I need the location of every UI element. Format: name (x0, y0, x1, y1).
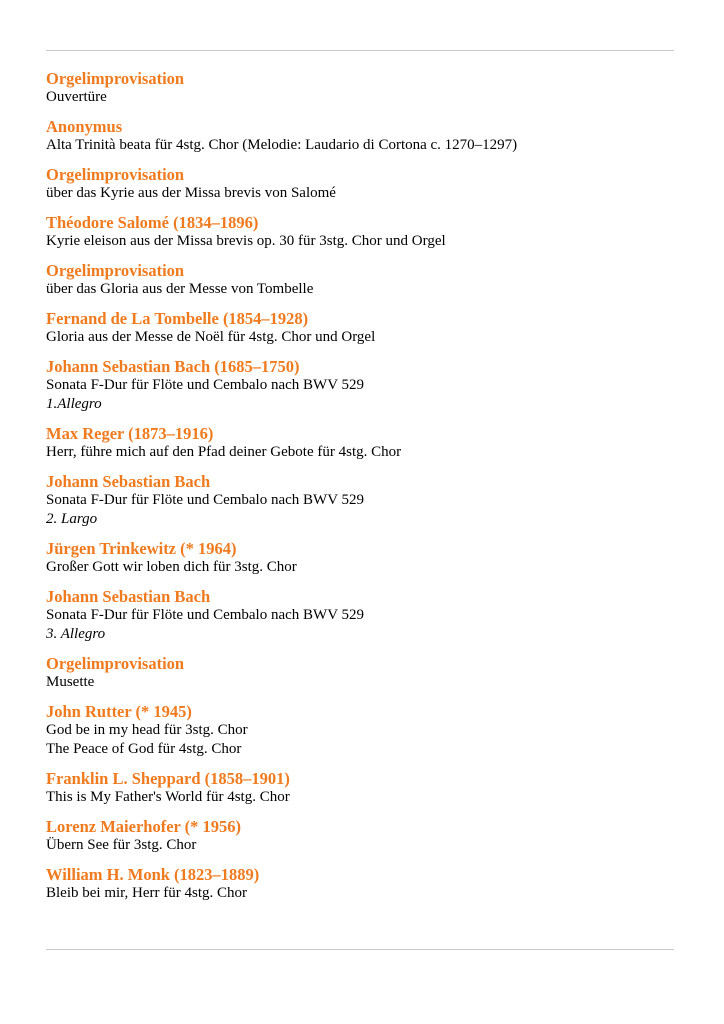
composer-name: Anonymus (46, 117, 123, 136)
work-title: God be in my head für 3stg. Chor (46, 722, 248, 738)
program-entry (46, 817, 686, 855)
program-entry (46, 117, 686, 155)
composer-name: Johann Sebastian Bach (46, 472, 211, 491)
program-entry (46, 769, 686, 807)
composer-name: Théodore Salomé (1834–1896) (46, 213, 259, 232)
program-entry (46, 472, 686, 529)
composer-name: William H. Monk (1823–1889) (46, 865, 260, 884)
program-entry (46, 424, 686, 462)
program-entry (46, 865, 686, 903)
top-divider (46, 50, 674, 51)
program-entry (46, 261, 686, 299)
program-entry (46, 654, 686, 692)
composer-name: Jürgen Trinkewitz (* 1964) (46, 539, 237, 558)
composer-name: Orgelimprovisation (46, 69, 185, 88)
work-title: Sonata F-Dur für Flöte und Cembalo nach BWV 529 (46, 607, 365, 623)
composer-name: Orgelimprovisation (46, 261, 185, 280)
work-title: über das Gloria aus der Messe von Tombelle (46, 281, 314, 297)
movement-title: 3. Allegro (46, 626, 106, 642)
work-title: This is My Father's World für 4stg. Chor (46, 789, 290, 805)
composer-name: Johann Sebastian Bach (46, 587, 211, 606)
work-title: Sonata F-Dur für Flöte und Cembalo nach BWV 529 (46, 377, 365, 393)
program-entry (46, 165, 686, 203)
composer-name: Franklin L. Sheppard (1858–1901) (46, 769, 290, 788)
work-title: Alta Trinità beata für 4stg. Chor (Melodie: Laudario di Cortona c. 1270–1297) (46, 137, 518, 153)
work-title: über das Kyrie aus der Missa brevis von Salomé (46, 185, 336, 201)
work-title: Ouvertüre (46, 89, 107, 105)
work-title: Großer Gott wir loben dich für 3stg. Chor (46, 559, 297, 575)
work-title: Herr, führe mich auf den Pfad deiner Gebote für 4stg. Chor (46, 444, 402, 460)
work-title: The Peace of God für 4stg. Chor (46, 741, 242, 757)
work-title: Musette (46, 674, 95, 690)
program-entry (46, 539, 686, 577)
movement-title: 2. Largo (46, 511, 98, 527)
work-title: Bleib bei mir, Herr für 4stg. Chor (46, 885, 248, 901)
composer-name: Fernand de La Tombelle (1854–1928) (46, 309, 309, 328)
composer-name: Max Reger (1873–1916) (46, 424, 214, 443)
work-title: Sonata F-Dur für Flöte und Cembalo nach BWV 529 (46, 492, 365, 508)
bottom-divider (46, 949, 674, 950)
program-entry (46, 702, 686, 759)
program-entry (46, 69, 686, 107)
program-entry (46, 309, 686, 347)
work-title: Kyrie eleison aus der Missa brevis op. 30 für 3stg. Chor und Orgel (46, 233, 446, 249)
program-entry (46, 213, 686, 251)
movement-title: 1.Allegro (46, 396, 102, 412)
program-entry (46, 357, 686, 414)
composer-name: Orgelimprovisation (46, 654, 185, 673)
composer-name: Johann Sebastian Bach (1685–1750) (46, 357, 300, 376)
composer-name: Orgelimprovisation (46, 165, 185, 184)
work-title: Übern See für 3stg. Chor (46, 837, 197, 853)
concert-program (46, 69, 686, 913)
program-entry (46, 587, 686, 644)
composer-name: Lorenz Maierhofer (* 1956) (46, 817, 242, 836)
work-title: Gloria aus der Messe de Noël für 4stg. Chor und Orgel (46, 329, 376, 345)
composer-name: John Rutter (* 1945) (46, 702, 192, 721)
